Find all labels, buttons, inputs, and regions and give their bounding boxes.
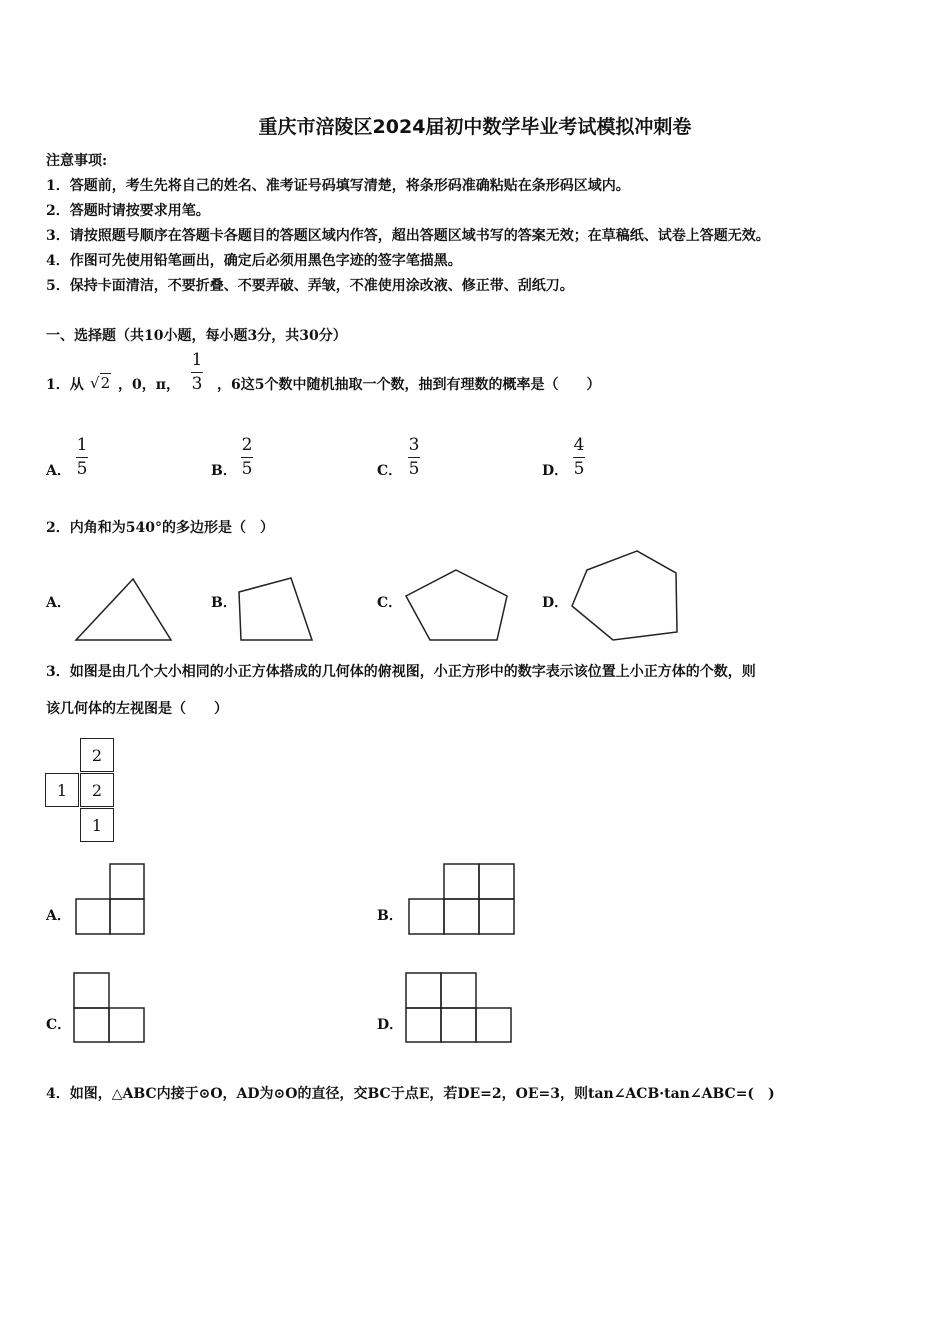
option-d-label: D．: [542, 595, 569, 611]
question-3-line-1: 3．如图是由几个大小相同的小正方体搭成的几何体的俯视图，小正方形中的数字表示该位置上小正方体的个数，则: [46, 664, 756, 680]
left-view-option-c[interactable]: [73, 972, 145, 1044]
notice-item: 1．答题前，考生先将自己的姓名、准考证号码填写清楚，将条形码准确粘贴在条形码区域内。: [46, 178, 630, 194]
sqrt-sign-icon: √: [90, 374, 100, 392]
fraction-numerator: 1: [76, 435, 88, 455]
notice-item: 4．作图可先使用铅笔画出，确定后必须用黑色字迹的签字笔描黑。: [46, 253, 462, 269]
top-view-cell: 2: [80, 738, 114, 772]
hexagon-icon[interactable]: [572, 551, 677, 640]
notice-item: 5．保持卡面清洁，不要折叠、不要弄破、弄皱，不准使用涂改液、修正带、刮纸刀。: [46, 278, 574, 294]
triangle-icon[interactable]: [76, 579, 171, 640]
notice-item: 3．请按照题号顺序在答题卡各题目的答题区域内作答，超出答题区域书写的答案无效；在草稿纸、试卷上答题无效。: [46, 228, 770, 244]
fraction-denominator: 5: [408, 459, 420, 479]
fraction-numerator: 1: [191, 350, 203, 370]
notice-item: 2．答题时请按要求用笔。: [46, 203, 210, 219]
question-4-text: 4．如图，△ABC内接于⊙O，AD为⊙O的直径，交BC于点E，若DE=2，OE=3，则tan∠ACB·tan∠ABC=( ): [46, 1086, 775, 1102]
section-heading: 一、选择题（共10小题，每小题3分，共30分）: [46, 328, 347, 344]
fraction-denominator: 5: [573, 459, 585, 479]
option-a-label: A．: [46, 463, 71, 479]
option-b-label: B．: [211, 463, 237, 479]
fraction-denominator: 5: [76, 459, 88, 479]
option-a-label: A．: [46, 595, 71, 611]
fraction-numerator: 3: [408, 435, 420, 455]
top-view-cell: 1: [80, 808, 114, 842]
option-d-label: D．: [542, 463, 569, 479]
left-view-option-a[interactable]: [75, 863, 147, 935]
quadrilateral-icon[interactable]: [239, 578, 312, 640]
question-2-text: 2．内角和为540°的多边形是（ ）: [46, 520, 274, 536]
question-1-prefix: 1．从: [46, 377, 84, 393]
option-c-label: C．: [377, 595, 403, 611]
top-view-cell: 1: [45, 773, 79, 807]
option-d-label: D．: [377, 1017, 404, 1033]
option-b-label: B．: [211, 595, 237, 611]
option-b-label: B．: [377, 908, 403, 924]
option-c-label: C．: [46, 1017, 72, 1033]
notice-heading: 注意事项:: [46, 153, 108, 169]
option-a-label: A．: [46, 908, 71, 924]
fraction-denominator: 3: [191, 374, 203, 394]
top-view-cell: 2: [80, 773, 114, 807]
fraction-denominator: 5: [241, 459, 253, 479]
sqrt-radicand: 2: [100, 374, 111, 392]
fraction-numerator: 2: [241, 435, 253, 455]
question-1-middle: ，0，π，: [118, 377, 180, 393]
question-1-suffix: ，6这5个数中随机抽取一个数，抽到有理数的概率是（ ）: [217, 377, 601, 393]
option-c-label: C．: [377, 463, 403, 479]
left-view-option-d[interactable]: [405, 972, 513, 1044]
pentagon-icon[interactable]: [406, 570, 507, 640]
fraction-numerator: 4: [573, 435, 585, 455]
page-title: 重庆市涪陵区2024届初中数学毕业考试模拟冲刺卷: [258, 116, 692, 138]
question-3-line-2: 该几何体的左视图是（ ）: [46, 701, 228, 717]
left-view-option-b[interactable]: [408, 863, 516, 935]
